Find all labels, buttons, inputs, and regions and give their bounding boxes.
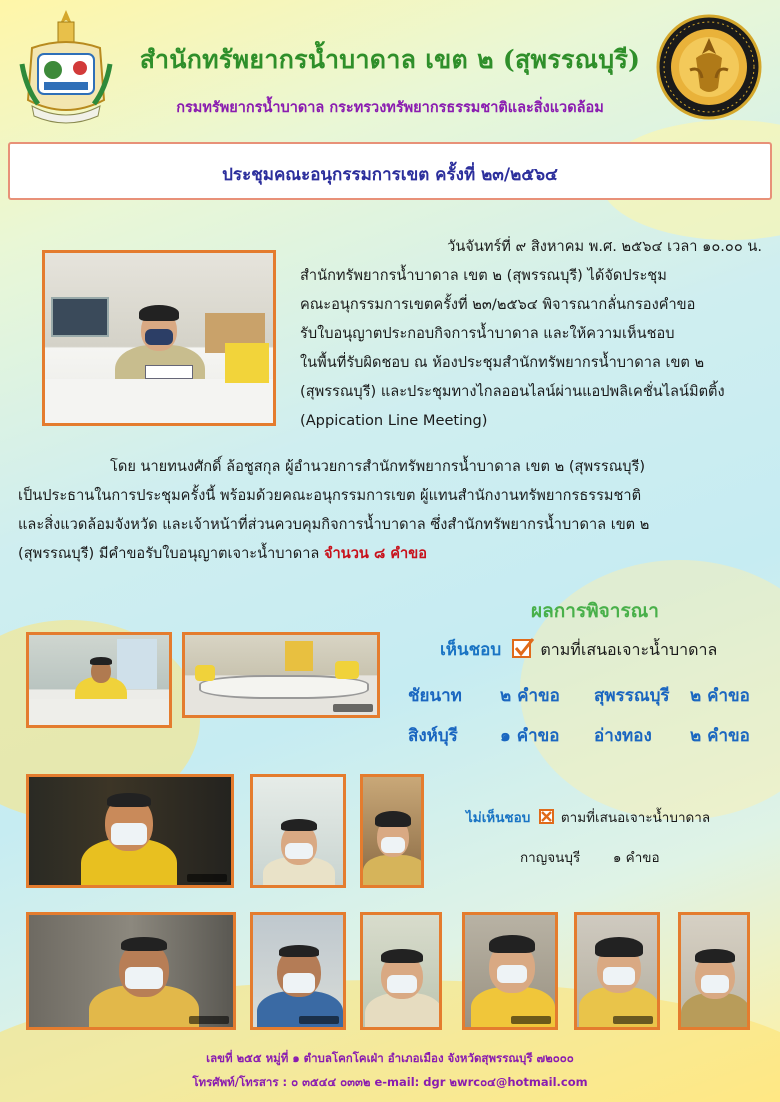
- approved-province: สิงห์บุรี: [408, 726, 458, 746]
- approved-count: ๒ คำขอ: [690, 686, 750, 706]
- intro-line: วันจันทร์ที่ ๙ สิงหาคม พ.ศ. ๒๕๖๔ เวลา ๑๐.๐๐ น.: [447, 238, 762, 255]
- photo-video-call-participant-5: [250, 912, 346, 1030]
- reject-row: [466, 806, 776, 828]
- rejected-province: กาญจนบุรี: [520, 850, 581, 866]
- approved-count: ๑ คำขอ: [500, 726, 560, 746]
- meeting-title-banner: [8, 142, 772, 200]
- photo-video-call-participant-1: [26, 774, 234, 888]
- intro-paragraph: [300, 232, 762, 435]
- approved-province: ชัยนาท: [408, 686, 462, 706]
- province-seal-logo: [18, 8, 114, 126]
- crossed-box-icon: [539, 809, 554, 824]
- approve-text: ตามที่เสนอเจาะน้ำบาดาล: [540, 640, 718, 659]
- photo-video-call-participant-8: [574, 912, 660, 1030]
- photo-participant-yellow-shirt: [26, 632, 172, 728]
- intro-line: (Appication Line Meeting): [300, 412, 488, 429]
- footer-contact: โทรศัพท์/โทรสาร : ๐ ๓๕๔๔ ๐๓๓๒ e-mail: dgr ๒wrc๐๔@hotmail.com: [192, 1075, 588, 1089]
- photo-meeting-room-wide: [182, 632, 380, 718]
- chairman-paragraph: [18, 452, 764, 568]
- intro-line: สำนักทรัพยากรน้ำบาดาล เขต ๒ (สุพรรณบุรี) ได้จัดประชุม: [300, 267, 667, 284]
- org-title: สำนักทรัพยากรน้ำบาดาล เขต ๒ (สุพรรณบุรี): [139, 45, 641, 74]
- checked-box-icon: [512, 639, 531, 658]
- approved-province: อ่างทอง: [594, 726, 652, 746]
- approved-province: สุพรรณบุรี: [594, 686, 670, 706]
- reject-text: ตามที่เสนอเจาะน้ำบาดาล: [560, 810, 711, 826]
- intro-line: คณะอนุกรรมการเขตครั้งที่ ๒๓/๒๕๖๔ พิจารณากลั่นกรองคำขอ: [300, 296, 696, 313]
- request-count-highlight: จำนวน ๘ คำขอ: [323, 545, 427, 562]
- department-seal-logo: [656, 14, 762, 120]
- intro-line: ในพื้นที่รับผิดชอบ ณ ห้องประชุมสำนักทรัพยากรน้ำบาดาล เขต ๒: [300, 354, 705, 371]
- reject-label: ไม่เห็นชอบ: [466, 810, 531, 826]
- photo-video-call-participant-7: [462, 912, 558, 1030]
- meeting-title: ประชุมคณะอนุกรรมการเขต ครั้งที่ ๒๓/๒๕๖๔: [222, 165, 558, 185]
- rejected-item: [520, 846, 660, 868]
- para-line: โดย นายทนงศักดิ์ ล้อชูสกุล ผู้อำนวยการสำนักทรัพยากรน้ำบาดาล เขต ๒ (สุพรรณบุรี): [110, 458, 646, 475]
- photo-video-call-participant-9: [678, 912, 750, 1030]
- photo-chairman-meeting-room: [42, 250, 276, 426]
- para-line: [18, 539, 764, 568]
- intro-line: รับใบอนุญาตประกอบกิจการน้ำบาดาล และให้ความเห็นชอบ: [300, 325, 675, 342]
- photo-video-call-participant-2: [250, 774, 346, 888]
- photo-video-call-participant-4: [26, 912, 236, 1030]
- org-subtitle: กรมทรัพยากรน้ำบาดาล กระทรวงทรัพยากรธรรมชาติและสิ่งแวดล้อม: [176, 100, 604, 116]
- intro-line: (สุพรรณบุรี) และประชุมทางไกลออนไลน์ผ่านแอปพลิเคชั่นไลน์มิตติ้ง: [300, 383, 725, 400]
- approve-row: [440, 636, 780, 663]
- para-line-text: (สุพรรณบุรี) มีคำขอรับใบอนุญาตเจาะน้ำบาดาล: [18, 545, 324, 562]
- approved-count: ๒ คำขอ: [500, 686, 560, 706]
- footer-address: เลขที่ ๒๕๕ หมู่ที่ ๑ ตำบลโคกโคเฝ่า อำเภอเมือง จังหวัดสุพรรณบุรี ๗๒๐๐๐: [206, 1051, 574, 1065]
- rejected-count: ๑ คำขอ: [612, 850, 660, 866]
- photo-video-call-participant-3: [360, 774, 424, 888]
- photo-video-call-participant-6: [360, 912, 442, 1030]
- header: [0, 0, 780, 130]
- results-title: ผลการพิจารณา: [531, 600, 659, 622]
- para-line: เป็นประธานในการประชุมครั้งนี้ พร้อมด้วยคณะอนุกรรมการเขต ผู้แทนสำนักงานทรัพยากรธรรมชาติ: [18, 487, 642, 504]
- para-line: และสิ่งแวดล้อมจังหวัด และเจ้าหน้าที่ส่วนควบคุมกิจการน้ำบาดาล ซึ่งสำนักทรัพยากรน้ำบาดาล เขต ๒: [18, 516, 650, 533]
- approve-label: เห็นชอบ: [440, 640, 502, 660]
- approved-count: ๒ คำขอ: [690, 726, 750, 746]
